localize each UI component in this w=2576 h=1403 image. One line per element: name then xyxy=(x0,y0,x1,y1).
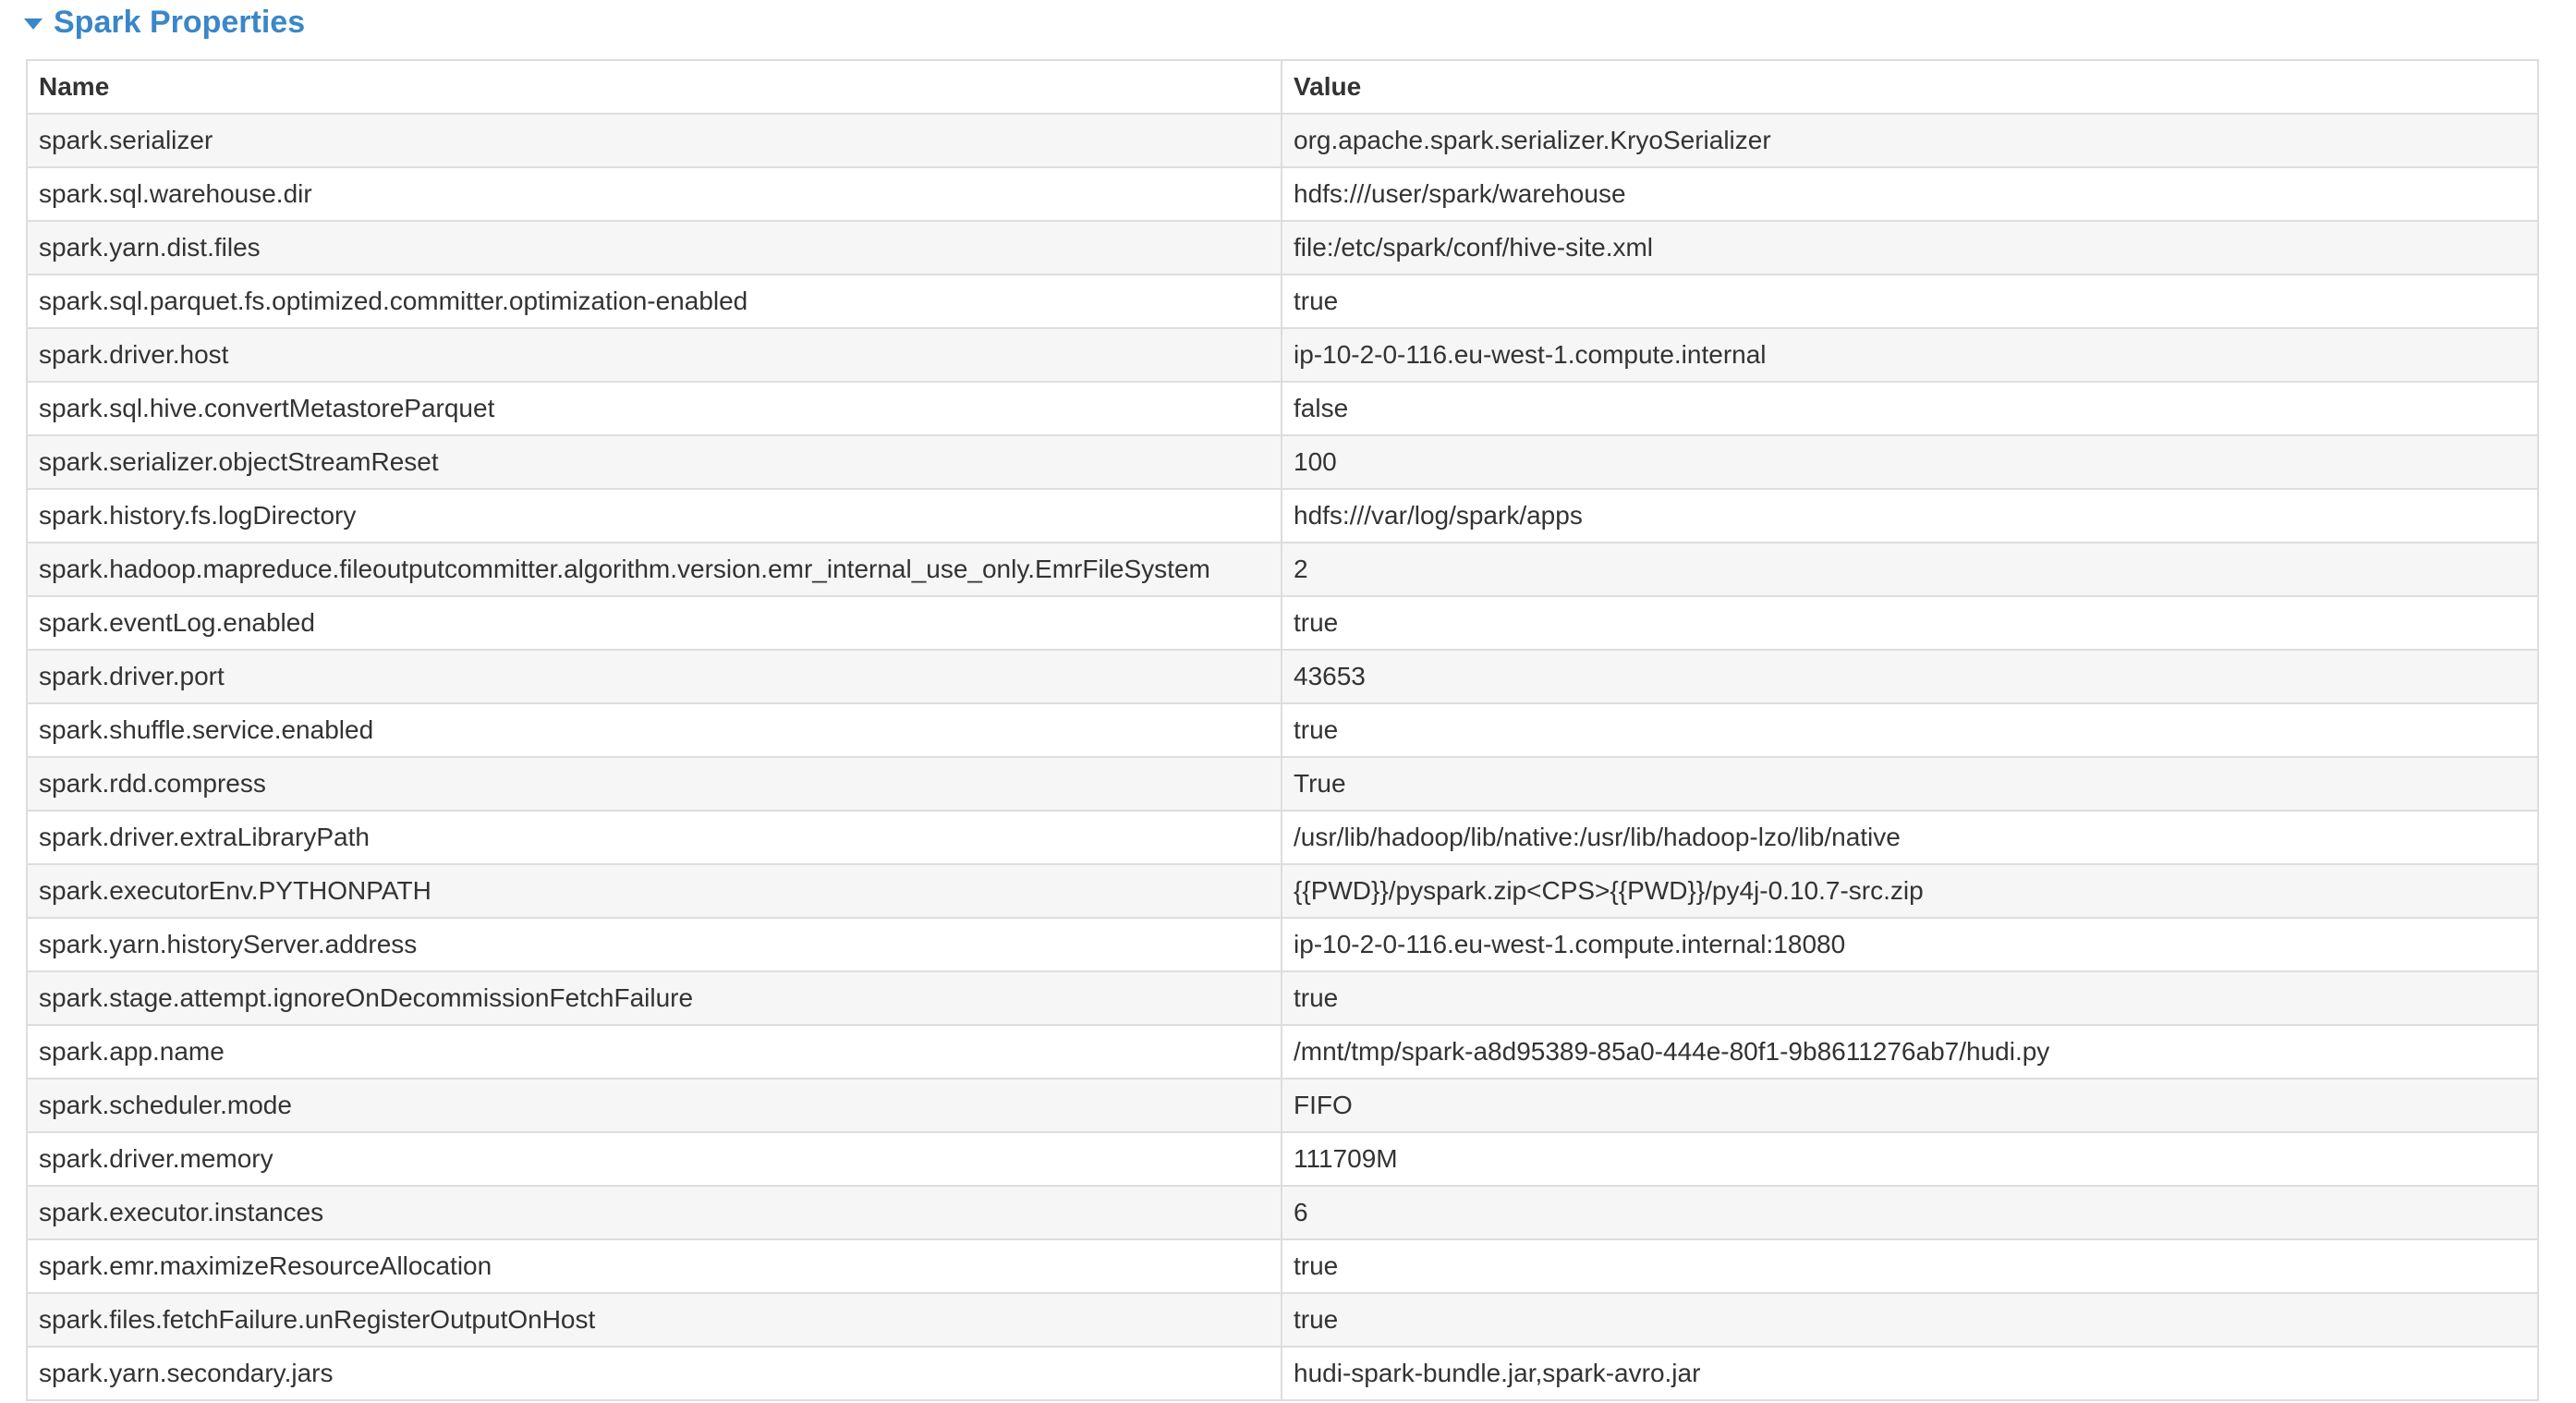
table-row xyxy=(27,918,2538,971)
property-name: spark.sql.parquet.fs.optimized.committer.optimization-enabled xyxy=(27,274,1282,328)
table-row xyxy=(27,543,2538,596)
property-name: spark.driver.port xyxy=(27,650,1282,703)
property-name: spark.sql.warehouse.dir xyxy=(27,167,1282,221)
table-row xyxy=(27,971,2538,1025)
column-header-value[interactable]: Value xyxy=(1282,60,2538,114)
property-name: spark.yarn.dist.files xyxy=(27,221,1282,274)
table-row xyxy=(27,1239,2538,1293)
table-row xyxy=(27,757,2538,811)
spark-properties-table xyxy=(26,59,2539,1401)
property-value: true xyxy=(1282,971,2538,1025)
property-name: spark.files.fetchFailure.unRegisterOutputOnHost xyxy=(27,1293,1282,1347)
property-value: false xyxy=(1282,382,2538,435)
property-value: file:/etc/spark/conf/hive-site.xml xyxy=(1282,221,2538,274)
table-row xyxy=(27,274,2538,328)
property-name: spark.history.fs.logDirectory xyxy=(27,489,1282,543)
property-name: spark.yarn.historyServer.address xyxy=(27,918,1282,971)
property-name: spark.app.name xyxy=(27,1025,1282,1079)
property-name: spark.yarn.secondary.jars xyxy=(27,1347,1282,1400)
property-name: spark.rdd.compress xyxy=(27,757,1282,811)
table-row xyxy=(27,114,2538,167)
property-name: spark.emr.maximizeResourceAllocation xyxy=(27,1239,1282,1293)
property-name: spark.executorEnv.PYTHONPATH xyxy=(27,864,1282,918)
property-value: /usr/lib/hadoop/lib/native:/usr/lib/hadoop-lzo/lib/native xyxy=(1282,811,2538,864)
property-value: {{PWD}}/pyspark.zip<CPS>{{PWD}}/py4j-0.10.7-src.zip xyxy=(1282,864,2538,918)
property-value: true xyxy=(1282,703,2538,757)
property-name: spark.shuffle.service.enabled xyxy=(27,703,1282,757)
table-row xyxy=(27,382,2538,435)
property-name: spark.hadoop.mapreduce.fileoutputcommitter.algorithm.version.emr_internal_use_only.EmrFileSystem xyxy=(27,543,1282,596)
table-row xyxy=(27,703,2538,757)
spark-properties-toggle[interactable] xyxy=(24,0,305,44)
property-value: ip-10-2-0-116.eu-west-1.compute.internal xyxy=(1282,328,2538,382)
property-value: FIFO xyxy=(1282,1079,2538,1132)
property-value: true xyxy=(1282,274,2538,328)
property-name: spark.driver.extraLibraryPath xyxy=(27,811,1282,864)
property-name: spark.executor.instances xyxy=(27,1186,1282,1239)
table-row xyxy=(27,167,2538,221)
section-title: Spark Properties xyxy=(54,5,306,40)
property-value: org.apache.spark.serializer.KryoSerializer xyxy=(1282,114,2538,167)
table-row xyxy=(27,1132,2538,1186)
property-value: /mnt/tmp/spark-a8d95389-85a0-444e-80f1-9b8611276ab7/hudi.py xyxy=(1282,1025,2538,1079)
property-value: True xyxy=(1282,757,2538,811)
property-name: spark.stage.attempt.ignoreOnDecommissionFetchFailure xyxy=(27,971,1282,1025)
table-row xyxy=(27,1079,2538,1132)
property-value: hudi-spark-bundle.jar,spark-avro.jar xyxy=(1282,1347,2538,1400)
property-name: spark.driver.memory xyxy=(27,1132,1282,1186)
property-value: 100 xyxy=(1282,435,2538,489)
table-row xyxy=(27,435,2538,489)
property-name: spark.driver.host xyxy=(27,328,1282,382)
property-value: true xyxy=(1282,1293,2538,1347)
column-header-name[interactable]: Name xyxy=(27,60,1282,114)
property-name: spark.serializer.objectStreamReset xyxy=(27,435,1282,489)
property-value: true xyxy=(1282,596,2538,650)
table-row xyxy=(27,1293,2538,1347)
property-value: 6 xyxy=(1282,1186,2538,1239)
property-name: spark.eventLog.enabled xyxy=(27,596,1282,650)
table-row xyxy=(27,650,2538,703)
table-row xyxy=(27,221,2538,274)
property-value: 2 xyxy=(1282,543,2538,596)
table-row xyxy=(27,596,2538,650)
property-value: hdfs:///var/log/spark/apps xyxy=(1282,489,2538,543)
property-value: hdfs:///user/spark/warehouse xyxy=(1282,167,2538,221)
table-row xyxy=(27,1186,2538,1239)
table-row xyxy=(27,811,2538,864)
table-row xyxy=(27,1347,2538,1400)
property-value: ip-10-2-0-116.eu-west-1.compute.internal:18080 xyxy=(1282,918,2538,971)
property-value: 111709M xyxy=(1282,1132,2538,1186)
table-header-row xyxy=(27,60,2538,114)
property-name: spark.serializer xyxy=(27,114,1282,167)
table-row xyxy=(27,864,2538,918)
table-row xyxy=(27,1025,2538,1079)
table-row xyxy=(27,328,2538,382)
caret-down-icon xyxy=(24,18,43,30)
table-row xyxy=(27,489,2538,543)
property-name: spark.sql.hive.convertMetastoreParquet xyxy=(27,382,1282,435)
property-value: 43653 xyxy=(1282,650,2538,703)
property-value: true xyxy=(1282,1239,2538,1293)
property-name: spark.scheduler.mode xyxy=(27,1079,1282,1132)
